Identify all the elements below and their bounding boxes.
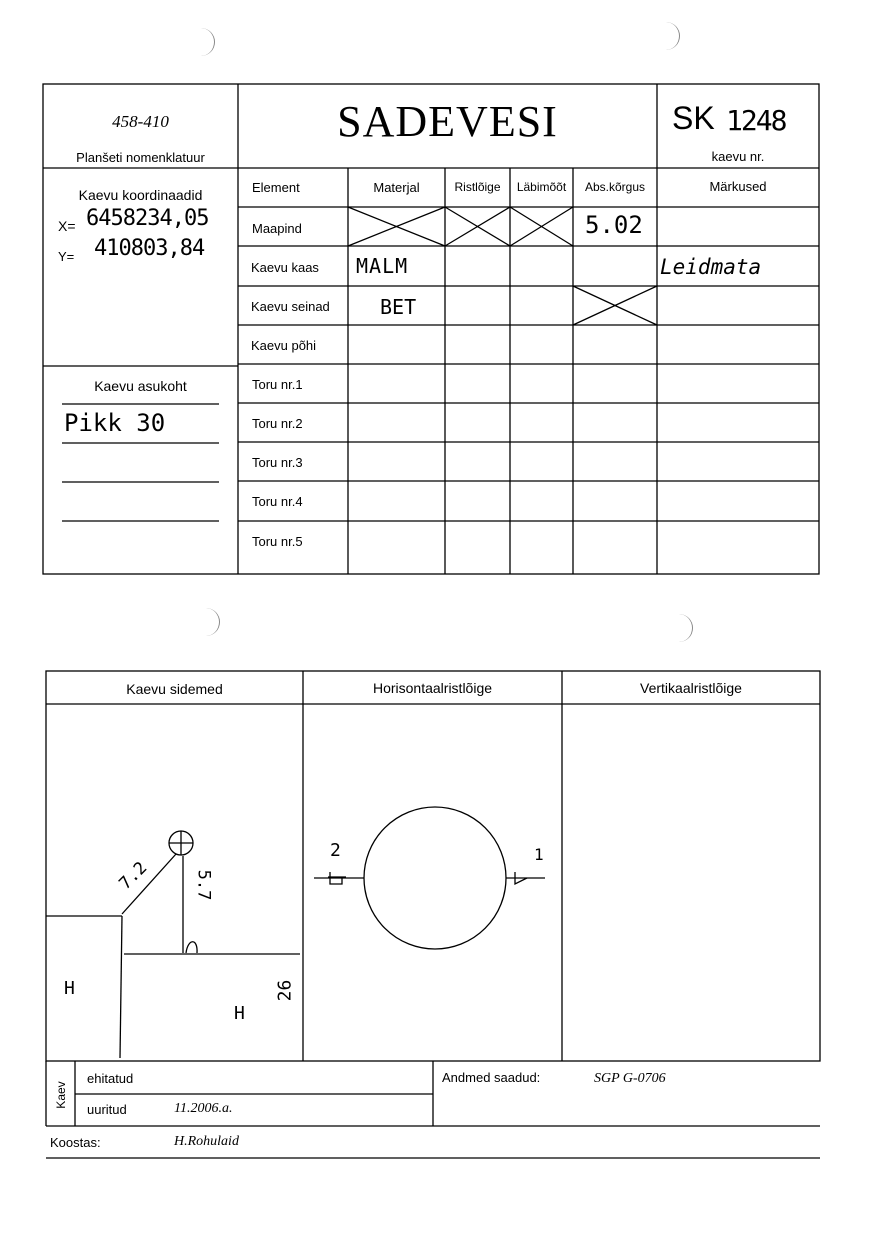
house-mark-1: H [64, 978, 75, 999]
col-header-labimoot: Läbimõõt [516, 180, 567, 194]
col-header-materjal: Materjal [373, 180, 420, 195]
kaev-label: Kaev [54, 1081, 68, 1109]
koostas-value: H.Rohulaid [174, 1134, 239, 1149]
house-mark-2: H [234, 1003, 245, 1024]
row-label: Kaevu põhi [251, 338, 317, 353]
uuritud-value: 11.2006.a. [174, 1101, 233, 1116]
col-header-element: Element [252, 180, 300, 195]
row-label: Kaevu seinad [251, 299, 330, 314]
location-value: Pikk 30 [64, 409, 166, 437]
kaevu-kaas-materjal: MALM [356, 254, 409, 278]
col-header-abs-korgus: Abs.kõrgus [584, 180, 646, 194]
row-label: Toru nr.1 [252, 377, 303, 392]
well-prefix: SK [672, 100, 715, 136]
y-label: Y= [58, 249, 75, 264]
andmed-label: Andmed saadud: [442, 1070, 541, 1085]
nomenclature-value: 458-410 [112, 112, 169, 131]
well-number-label: kaevu nr. [711, 149, 765, 164]
location-label: Kaevu asukoht [94, 378, 187, 394]
x-label: X= [58, 218, 76, 234]
distance-label-b: 5.7 [193, 869, 214, 901]
kaevu-seinad-materjal: BET [380, 295, 417, 319]
row-label: Kaevu kaas [251, 260, 319, 275]
pipe-label-1: 1 [534, 845, 544, 864]
distance-label-c: 26 [274, 979, 296, 1002]
row-label: Toru nr.5 [252, 534, 303, 549]
col-header-ristloige: Ristlõige [454, 180, 501, 194]
distance-label-a: 7.2 [115, 858, 152, 894]
row-label: Toru nr.3 [252, 455, 303, 470]
coordinates-label: Kaevu koordinaadid [78, 187, 203, 203]
col-header-vertikaal: Vertikaalristlõige [640, 680, 742, 696]
uuritud-label: uuritud [87, 1102, 127, 1117]
col-header-horisontaal: Horisontaalristlõige [372, 680, 493, 696]
row-label: Toru nr.4 [252, 494, 303, 509]
nomenclature-label: Planšeti nomenklatuur [76, 150, 205, 165]
pipe-label-2: 2 [330, 840, 341, 861]
y-value: 410803,84 [94, 236, 205, 261]
ehitatud-label: ehitatud [87, 1071, 134, 1086]
row-label: Toru nr.2 [252, 416, 303, 431]
row-label: Maapind [252, 221, 302, 236]
andmed-value: SGP G-0706 [594, 1071, 666, 1086]
col-header-kaevu-sidemed: Kaevu sidemed [126, 681, 223, 697]
koostas-label: Koostas: [50, 1135, 101, 1150]
col-header-markused: Märkused [709, 179, 767, 194]
x-value: 6458234,05 [86, 206, 209, 231]
well-number: 1248 [726, 104, 786, 137]
kaevu-kaas-markused: Leidmata [660, 255, 762, 279]
maapind-abs-korgus: 5.02 [585, 211, 643, 239]
form-title: SADEVESI [337, 97, 558, 146]
